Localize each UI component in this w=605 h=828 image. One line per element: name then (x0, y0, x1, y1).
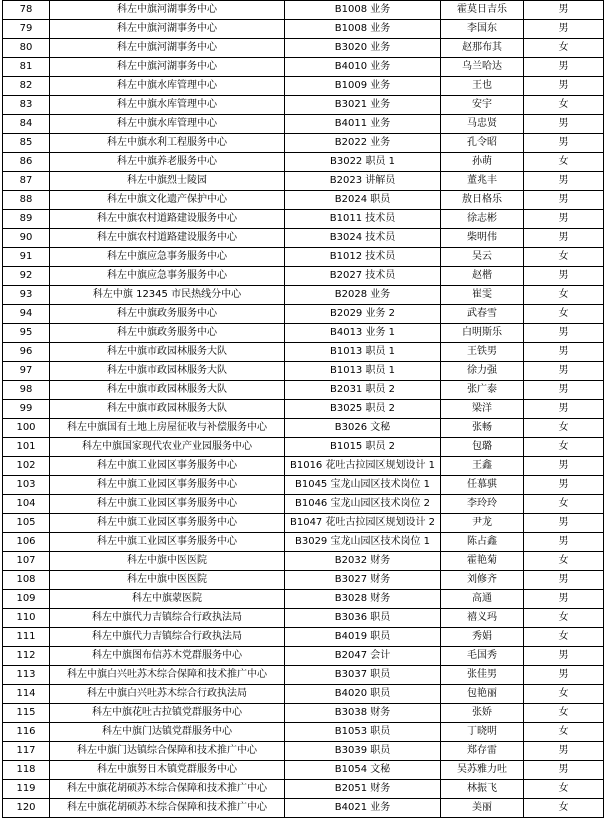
table-row (3, 96, 604, 115)
table-row (3, 248, 604, 267)
table-row (3, 647, 604, 666)
unit-name-cell: 科左中旗河湖事务中心 (50, 39, 285, 58)
row-number-cell: 87 (3, 172, 50, 191)
table-row (3, 495, 604, 514)
gender-cell: 男 (524, 761, 604, 780)
person-name-cell: 王也 (441, 77, 524, 96)
table-row (3, 457, 604, 476)
person-name-cell: 霍艳菊 (441, 552, 524, 571)
person-name-cell: 吴云 (441, 248, 524, 267)
unit-name-cell: 科左中旗代力吉镇综合行政执法局 (50, 628, 285, 647)
position-cell: B1054 文秘 (285, 761, 441, 780)
table-row (3, 609, 604, 628)
row-number-cell: 79 (3, 20, 50, 39)
row-number-cell: 98 (3, 381, 50, 400)
row-number-cell: 108 (3, 571, 50, 590)
unit-name-cell: 科左中旗工业园区事务服务中心 (50, 514, 285, 533)
position-cell: B3022 职员 1 (285, 153, 441, 172)
table-row (3, 210, 604, 229)
table-row (3, 761, 604, 780)
gender-cell: 女 (524, 552, 604, 571)
unit-name-cell: 科左中旗蒙医院 (50, 590, 285, 609)
row-number-cell: 89 (3, 210, 50, 229)
person-name-cell: 王铁男 (441, 343, 524, 362)
table-row (3, 58, 604, 77)
gender-cell: 男 (524, 210, 604, 229)
unit-name-cell: 科左中旗中医医院 (50, 571, 285, 590)
position-cell: B2024 职员 (285, 191, 441, 210)
unit-name-cell: 科左中旗市政园林服务大队 (50, 381, 285, 400)
gender-cell: 女 (524, 723, 604, 742)
row-number-cell: 96 (3, 343, 50, 362)
person-name-cell: 武春雪 (441, 305, 524, 324)
gender-cell: 男 (524, 77, 604, 96)
gender-cell: 男 (524, 514, 604, 533)
row-number-cell: 83 (3, 96, 50, 115)
row-number-cell: 92 (3, 267, 50, 286)
unit-name-cell: 科左中旗水库管理中心 (50, 77, 285, 96)
unit-name-cell: 科左中旗水库管理中心 (50, 96, 285, 115)
row-number-cell: 101 (3, 438, 50, 457)
unit-name-cell: 科左中旗中医医院 (50, 552, 285, 571)
table-row (3, 381, 604, 400)
person-name-cell: 尹龙 (441, 514, 524, 533)
unit-name-cell: 科左中旗花吐古拉镇党群服务中心 (50, 704, 285, 723)
gender-cell: 男 (524, 267, 604, 286)
position-cell: B4010 业务 (285, 58, 441, 77)
person-name-cell: 孔令昭 (441, 134, 524, 153)
unit-name-cell: 科左中旗政务服务中心 (50, 305, 285, 324)
position-cell: B2029 业务 2 (285, 305, 441, 324)
person-name-cell: 郑存雷 (441, 742, 524, 761)
unit-name-cell: 科左中旗工业园区事务服务中心 (50, 495, 285, 514)
position-cell: B2032 财务 (285, 552, 441, 571)
row-number-cell: 106 (3, 533, 50, 552)
unit-name-cell: 科左中旗应急事务服务中心 (50, 248, 285, 267)
unit-name-cell: 科左中旗应急事务服务中心 (50, 267, 285, 286)
gender-cell: 女 (524, 704, 604, 723)
unit-name-cell: 科左中旗文化遗产保护中心 (50, 191, 285, 210)
position-cell: B3036 职员 (285, 609, 441, 628)
table-row (3, 685, 604, 704)
position-cell: B1013 职员 1 (285, 343, 441, 362)
person-name-cell: 赵楷 (441, 267, 524, 286)
person-name-cell: 梁洋 (441, 400, 524, 419)
position-cell: B2047 会计 (285, 647, 441, 666)
unit-name-cell: 科左中旗市政园林服务大队 (50, 400, 285, 419)
unit-name-cell: 科左中旗市政园林服务大队 (50, 362, 285, 381)
table-row (3, 723, 604, 742)
table-row (3, 552, 604, 571)
position-cell: B3026 文秘 (285, 419, 441, 438)
position-cell: B2022 业务 (285, 134, 441, 153)
row-number-cell: 82 (3, 77, 50, 96)
gender-cell: 男 (524, 457, 604, 476)
unit-name-cell: 科左中旗农村道路建设服务中心 (50, 210, 285, 229)
person-name-cell: 任慕骐 (441, 476, 524, 495)
row-number-cell: 99 (3, 400, 50, 419)
unit-name-cell: 科左中旗市政园林服务大队 (50, 343, 285, 362)
unit-name-cell: 科左中旗花胡硕苏木综合保障和技术推广中心 (50, 780, 285, 799)
person-name-cell: 孙萌 (441, 153, 524, 172)
row-number-cell: 107 (3, 552, 50, 571)
position-cell: B4019 职员 (285, 628, 441, 647)
unit-name-cell: 科左中旗水利工程服务中心 (50, 134, 285, 153)
person-name-cell: 张畅 (441, 419, 524, 438)
table-row (3, 324, 604, 343)
row-number-cell: 78 (3, 1, 50, 20)
position-cell: B1008 业务 (285, 20, 441, 39)
row-number-cell: 93 (3, 286, 50, 305)
row-number-cell: 111 (3, 628, 50, 647)
table-row (3, 1, 604, 20)
table-row (3, 134, 604, 153)
unit-name-cell: 科左中旗河湖事务中心 (50, 58, 285, 77)
row-number-cell: 84 (3, 115, 50, 134)
row-number-cell: 97 (3, 362, 50, 381)
position-cell: B3025 职员 2 (285, 400, 441, 419)
person-name-cell: 李玲玲 (441, 495, 524, 514)
results-table (2, 0, 604, 818)
row-number-cell: 88 (3, 191, 50, 210)
unit-name-cell: 科左中旗门达镇党群服务中心 (50, 723, 285, 742)
person-name-cell: 马忠贤 (441, 115, 524, 134)
row-number-cell: 116 (3, 723, 50, 742)
table-row (3, 39, 604, 58)
gender-cell: 女 (524, 780, 604, 799)
person-name-cell: 李国东 (441, 20, 524, 39)
gender-cell: 男 (524, 1, 604, 20)
unit-name-cell: 科左中旗养老服务中心 (50, 153, 285, 172)
table-row (3, 590, 604, 609)
unit-name-cell: 科左中旗水库管理中心 (50, 115, 285, 134)
position-cell: B1013 职员 1 (285, 362, 441, 381)
gender-cell: 男 (524, 533, 604, 552)
gender-cell: 男 (524, 647, 604, 666)
person-name-cell: 霍莫日吉乐 (441, 1, 524, 20)
row-number-cell: 110 (3, 609, 50, 628)
table-row (3, 419, 604, 438)
position-cell: B1045 宝龙山园区技术岗位 1 (285, 476, 441, 495)
gender-cell: 女 (524, 799, 604, 818)
unit-name-cell: 科左中旗烈士陵园 (50, 172, 285, 191)
gender-cell: 女 (524, 419, 604, 438)
row-number-cell: 102 (3, 457, 50, 476)
gender-cell: 女 (524, 248, 604, 267)
person-name-cell: 徐力强 (441, 362, 524, 381)
gender-cell: 男 (524, 58, 604, 77)
gender-cell: 女 (524, 438, 604, 457)
table-row (3, 229, 604, 248)
row-number-cell: 105 (3, 514, 50, 533)
table-row (3, 438, 604, 457)
gender-cell: 女 (524, 153, 604, 172)
unit-name-cell: 科左中旗白兴吐苏木综合行政执法局 (50, 685, 285, 704)
position-cell: B3021 业务 (285, 96, 441, 115)
gender-cell: 男 (524, 590, 604, 609)
position-cell: B1008 业务 (285, 1, 441, 20)
gender-cell: 女 (524, 609, 604, 628)
position-cell: B4020 职员 (285, 685, 441, 704)
unit-name-cell: 科左中旗政务服务中心 (50, 324, 285, 343)
person-name-cell: 林振飞 (441, 780, 524, 799)
gender-cell: 女 (524, 495, 604, 514)
table-row (3, 780, 604, 799)
row-number-cell: 95 (3, 324, 50, 343)
row-number-cell: 91 (3, 248, 50, 267)
row-number-cell: 103 (3, 476, 50, 495)
row-number-cell: 119 (3, 780, 50, 799)
gender-cell: 女 (524, 685, 604, 704)
person-name-cell: 美丽 (441, 799, 524, 818)
person-name-cell: 崔雯 (441, 286, 524, 305)
table-row (3, 742, 604, 761)
unit-name-cell: 科左中旗门达镇综合保障和技术推广中心 (50, 742, 285, 761)
person-name-cell: 吴苏雅力吐 (441, 761, 524, 780)
table-row (3, 191, 604, 210)
table-row (3, 533, 604, 552)
person-name-cell: 白明斯乐 (441, 324, 524, 343)
gender-cell: 男 (524, 400, 604, 419)
person-name-cell: 秀娟 (441, 628, 524, 647)
gender-cell: 男 (524, 381, 604, 400)
position-cell: B2031 职员 2 (285, 381, 441, 400)
position-cell: B1015 职员 2 (285, 438, 441, 457)
table-row (3, 476, 604, 495)
table-row (3, 514, 604, 533)
table-row (3, 20, 604, 39)
unit-name-cell: 科左中旗工业园区事务服务中心 (50, 533, 285, 552)
gender-cell: 女 (524, 628, 604, 647)
gender-cell: 男 (524, 476, 604, 495)
table-row (3, 571, 604, 590)
person-name-cell: 柴明伟 (441, 229, 524, 248)
position-cell: B3037 职员 (285, 666, 441, 685)
person-name-cell: 敖日格乐 (441, 191, 524, 210)
row-number-cell: 118 (3, 761, 50, 780)
person-name-cell: 赵那布其 (441, 39, 524, 58)
person-name-cell: 禧义玛 (441, 609, 524, 628)
position-cell: B4021 业务 (285, 799, 441, 818)
gender-cell: 女 (524, 305, 604, 324)
row-number-cell: 120 (3, 799, 50, 818)
table-row (3, 704, 604, 723)
row-number-cell: 114 (3, 685, 50, 704)
person-name-cell: 丁晓明 (441, 723, 524, 742)
results-table-body (3, 1, 604, 818)
row-number-cell: 117 (3, 742, 50, 761)
table-row (3, 172, 604, 191)
unit-name-cell: 科左中旗河湖事务中心 (50, 1, 285, 20)
gender-cell: 女 (524, 286, 604, 305)
gender-cell: 男 (524, 229, 604, 248)
unit-name-cell: 科左中旗白兴吐苏木综合保障和技术推广中心 (50, 666, 285, 685)
position-cell: B2028 业务 (285, 286, 441, 305)
position-cell: B3038 财务 (285, 704, 441, 723)
person-name-cell: 王鑫 (441, 457, 524, 476)
row-number-cell: 94 (3, 305, 50, 324)
person-name-cell: 徐志彬 (441, 210, 524, 229)
person-name-cell: 高通 (441, 590, 524, 609)
unit-name-cell: 科左中旗 12345 市民热线分中心 (50, 286, 285, 305)
unit-name-cell: 科左中旗国家现代农业产业园服务中心 (50, 438, 285, 457)
position-cell: B1046 宝龙山园区技术岗位 2 (285, 495, 441, 514)
table-row (3, 343, 604, 362)
position-cell: B1012 技术员 (285, 248, 441, 267)
table-row (3, 77, 604, 96)
position-cell: B4013 业务 1 (285, 324, 441, 343)
row-number-cell: 112 (3, 647, 50, 666)
gender-cell: 男 (524, 343, 604, 362)
gender-cell: 男 (524, 742, 604, 761)
unit-name-cell: 科左中旗工业园区事务服务中心 (50, 457, 285, 476)
row-number-cell: 100 (3, 419, 50, 438)
position-cell: B3024 技术员 (285, 229, 441, 248)
table-row (3, 628, 604, 647)
row-number-cell: 113 (3, 666, 50, 685)
gender-cell: 男 (524, 324, 604, 343)
gender-cell: 男 (524, 115, 604, 134)
position-cell: B1016 花吐古拉园区规划设计 1 (285, 457, 441, 476)
person-name-cell: 刘修齐 (441, 571, 524, 590)
table-row (3, 286, 604, 305)
person-name-cell: 乌兰哈达 (441, 58, 524, 77)
position-cell: B3039 职员 (285, 742, 441, 761)
unit-name-cell: 科左中旗国有土地上房屋征收与补偿服务中心 (50, 419, 285, 438)
person-name-cell: 张广泰 (441, 381, 524, 400)
gender-cell: 男 (524, 191, 604, 210)
gender-cell: 男 (524, 134, 604, 153)
row-number-cell: 109 (3, 590, 50, 609)
person-name-cell: 包艳丽 (441, 685, 524, 704)
unit-name-cell: 科左中旗河湖事务中心 (50, 20, 285, 39)
position-cell: B2023 讲解员 (285, 172, 441, 191)
position-cell: B2051 财务 (285, 780, 441, 799)
table-row (3, 799, 604, 818)
person-name-cell: 包璐 (441, 438, 524, 457)
gender-cell: 男 (524, 666, 604, 685)
unit-name-cell: 科左中旗工业园区事务服务中心 (50, 476, 285, 495)
person-name-cell: 毛国秀 (441, 647, 524, 666)
unit-name-cell: 科左中旗农村道路建设服务中心 (50, 229, 285, 248)
position-cell: B1053 职员 (285, 723, 441, 742)
person-name-cell: 张娇 (441, 704, 524, 723)
unit-name-cell: 科左中旗花胡硕苏木综合保障和技术推广中心 (50, 799, 285, 818)
table-row (3, 267, 604, 286)
gender-cell: 男 (524, 20, 604, 39)
position-cell: B2027 技术员 (285, 267, 441, 286)
table-row (3, 305, 604, 324)
table-row (3, 400, 604, 419)
position-cell: B1009 业务 (285, 77, 441, 96)
position-cell: B1011 技术员 (285, 210, 441, 229)
position-cell: B3028 财务 (285, 590, 441, 609)
unit-name-cell: 科左中旗图布信苏木党群服务中心 (50, 647, 285, 666)
position-cell: B3027 财务 (285, 571, 441, 590)
row-number-cell: 85 (3, 134, 50, 153)
table-row (3, 115, 604, 134)
person-name-cell: 张佳男 (441, 666, 524, 685)
position-cell: B3029 宝龙山园区技术岗位 1 (285, 533, 441, 552)
position-cell: B4011 业务 (285, 115, 441, 134)
row-number-cell: 80 (3, 39, 50, 58)
gender-cell: 男 (524, 172, 604, 191)
gender-cell: 女 (524, 39, 604, 58)
unit-name-cell: 科左中旗代力吉镇综合行政执法局 (50, 609, 285, 628)
person-name-cell: 陈占鑫 (441, 533, 524, 552)
row-number-cell: 115 (3, 704, 50, 723)
position-cell: B1047 花吐古拉园区规划设计 2 (285, 514, 441, 533)
gender-cell: 女 (524, 96, 604, 115)
table-row (3, 153, 604, 172)
table-row (3, 666, 604, 685)
person-name-cell: 董兆丰 (441, 172, 524, 191)
row-number-cell: 104 (3, 495, 50, 514)
row-number-cell: 81 (3, 58, 50, 77)
gender-cell: 男 (524, 362, 604, 381)
position-cell: B3020 业务 (285, 39, 441, 58)
table-row (3, 362, 604, 381)
row-number-cell: 86 (3, 153, 50, 172)
row-number-cell: 90 (3, 229, 50, 248)
person-name-cell: 安宇 (441, 96, 524, 115)
gender-cell: 男 (524, 571, 604, 590)
unit-name-cell: 科左中旗努日木镇党群服务中心 (50, 761, 285, 780)
